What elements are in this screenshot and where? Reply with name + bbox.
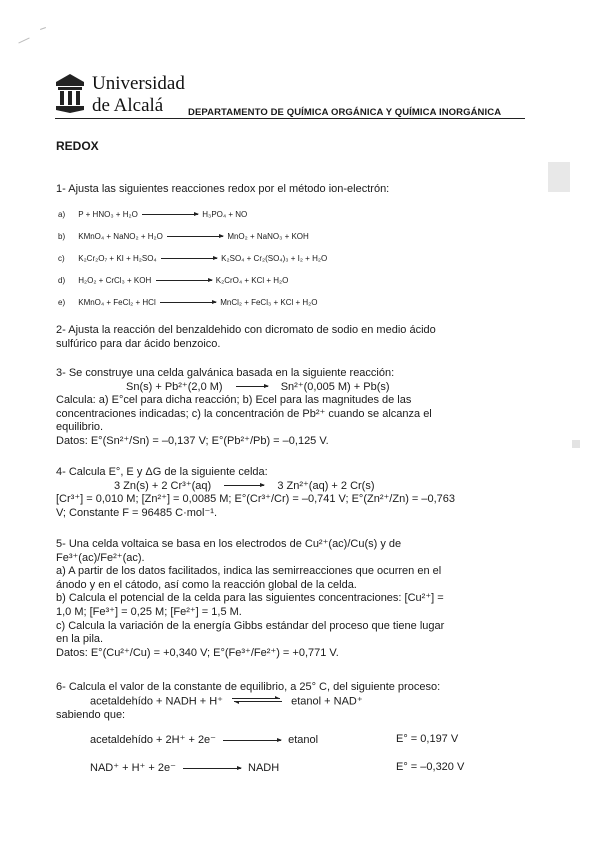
item-label: a) bbox=[58, 210, 66, 219]
arrow-icon bbox=[183, 768, 241, 769]
half-products: etanol bbox=[288, 734, 319, 746]
item-label: c) bbox=[58, 254, 65, 263]
equilibrium-arrow-icon bbox=[232, 695, 282, 709]
q4-line: 4- Calcula E°, E y ΔG de la siguiente celda: bbox=[56, 466, 268, 478]
arrow-icon bbox=[167, 236, 223, 237]
arrow-icon bbox=[160, 302, 216, 303]
list-item bbox=[58, 276, 528, 298]
item-products: MnO₂ + NaNO₃ + KOH bbox=[227, 232, 309, 241]
header-rule bbox=[55, 118, 525, 119]
reaction-reactants: Sn(s) + Pb²⁺(2,0 M) bbox=[126, 380, 223, 393]
q3-line: Calcula: a) E°cel para dicha reacción; b) Ecel para las magnitudes de las bbox=[56, 394, 412, 407]
q5-line: 5- Una celda voltaica se basa en los electrodos de Cu²⁺(ac)/Cu(s) y de bbox=[56, 538, 402, 550]
q6-half-reaction-1 bbox=[90, 733, 490, 746]
scan-mark bbox=[572, 440, 580, 448]
half-reactants: acetaldehído + 2H⁺ + 2e⁻ bbox=[90, 734, 216, 746]
item-reactants: KMnO₄ + NaNO₂ + H₂O bbox=[78, 232, 163, 241]
half-products: NADH bbox=[248, 762, 280, 774]
q5-line: en la pila. bbox=[56, 633, 104, 646]
q5-line: 1,0 M; [Fe³⁺] = 0,25 M; [Fe²⁺] = 1,5 M. bbox=[56, 605, 242, 618]
scan-mark bbox=[548, 162, 570, 192]
reaction-reactants: acetaldehído + NADH + H⁺ bbox=[90, 695, 223, 708]
list-item bbox=[58, 232, 528, 254]
arrow-icon bbox=[156, 280, 212, 281]
item-label: b) bbox=[58, 232, 66, 241]
arrow-icon bbox=[224, 485, 264, 486]
item-products: K₂CrO₄ + KCl + H₂O bbox=[215, 276, 289, 285]
arrow-icon bbox=[236, 386, 268, 387]
q3-line: Datos: E°(Sn²⁺/Sn) = –0,137 V; E°(Pb²⁺/Pb) = –0,125 V. bbox=[56, 434, 329, 447]
q5-line: b) Calcula el potencial de la celda para las siguientes concentraciones: [Cu²⁺] = bbox=[56, 592, 444, 605]
q3-line: equilibrio. bbox=[56, 421, 104, 434]
item-products: MnCl₂ + FeCl₃ + KCl + H₂O bbox=[220, 298, 318, 307]
university-name-line2: de Alcalá bbox=[92, 95, 164, 116]
q4-line: V; Constante F = 96485 C·mol⁻¹. bbox=[56, 506, 217, 519]
question-1-text: 1- Ajusta las siguientes reacciones redox por el método ion-electrón: bbox=[56, 183, 390, 195]
item-reactants: KMnO₄ + FeCl₂ + HCl bbox=[78, 298, 156, 307]
q5-line: c) Calcula la variación de la energía Gibbs estándar del proceso que tiene lugar bbox=[56, 619, 445, 632]
scan-mark bbox=[18, 38, 29, 44]
q5-line: Datos: E°(Cu²⁺/Cu) = +0,340 V; E°(Fe³⁺/Fe²⁺) = +0,771 V. bbox=[56, 646, 339, 659]
half-potential: E° = –0,320 V bbox=[396, 761, 465, 773]
q3-line: concentraciones indicadas; c) la concentración de Pb²⁺ cuando se alcanza el bbox=[56, 407, 432, 420]
q3-reaction bbox=[56, 381, 516, 395]
q6-line: 6- Calcula el valor de la constante de equilibrio, a 25° C, del siguiente proceso: bbox=[56, 681, 441, 693]
reaction-products: etanol + NAD⁺ bbox=[291, 695, 363, 708]
q5-line: ánodo y en el cátodo, así como la reacción global de la celda. bbox=[56, 578, 357, 591]
q3-line: 3- Se construye una celda galvánica basada en la siguiente reacción: bbox=[56, 367, 395, 379]
reaction-reactants: 3 Zn(s) + 2 Cr³⁺(aq) bbox=[114, 479, 212, 492]
arrow-icon bbox=[142, 214, 198, 215]
list-item bbox=[58, 298, 528, 320]
q1-list bbox=[58, 210, 528, 320]
list-item bbox=[58, 254, 528, 276]
department-name: DEPARTAMENTO DE QUÍMICA ORGÁNICA Y QUÍMICA INORGÁNICA bbox=[188, 107, 502, 118]
item-reactants: H₂O₂ + CrCl₃ + KOH bbox=[78, 276, 152, 285]
scan-mark bbox=[40, 27, 46, 30]
q6-reaction bbox=[56, 695, 516, 709]
q6-line: sabiendo que: bbox=[56, 708, 126, 721]
arrow-icon bbox=[161, 258, 217, 259]
question-2 bbox=[56, 324, 516, 351]
list-item bbox=[58, 210, 528, 232]
arrow-icon bbox=[223, 740, 281, 741]
q4-reaction bbox=[56, 480, 516, 494]
q5-line: a) A partir de los datos facilitados, indica las semirreacciones que ocurren en el bbox=[56, 565, 442, 578]
item-products: H₃PO₄ + NO bbox=[202, 210, 248, 219]
university-logo bbox=[52, 72, 88, 114]
question-6 bbox=[56, 681, 516, 722]
question-4 bbox=[56, 466, 516, 520]
half-reactants: NAD⁺ + H⁺ + 2e⁻ bbox=[90, 762, 176, 774]
university-name-line1: Universidad bbox=[92, 73, 185, 94]
item-reactants: P + HNO₃ + H₂O bbox=[78, 210, 138, 219]
q6-half-reaction-2 bbox=[90, 761, 490, 774]
item-label: d) bbox=[58, 276, 66, 285]
item-label: e) bbox=[58, 298, 66, 307]
item-products: K₂SO₄ + Cr₂(SO₄)₃ + I₂ + H₂O bbox=[221, 254, 328, 263]
q4-line: [Cr³⁺] = 0,010 M; [Zn²⁺] = 0,0085 M; E°(Cr³⁺/Cr) = –0,741 V; E°(Zn²⁺/Zn) = –0,763 bbox=[56, 493, 456, 506]
item-reactants: K₂Cr₂O₇ + KI + H₂SO₄ bbox=[78, 254, 157, 263]
question-5 bbox=[56, 538, 516, 660]
q2-line: sulfúrico para dar ácido benzoico. bbox=[56, 337, 221, 350]
reaction-products: 3 Zn²⁺(aq) + 2 Cr(s) bbox=[277, 479, 375, 492]
document-title: REDOX bbox=[56, 139, 99, 153]
reaction-products: Sn²⁺(0,005 M) + Pb(s) bbox=[280, 380, 390, 393]
q5-line: Fe³⁺(ac)/Fe²⁺(ac). bbox=[56, 551, 145, 564]
half-potential: E° = 0,197 V bbox=[396, 733, 459, 745]
question-3 bbox=[56, 367, 516, 449]
q2-line: 2- Ajusta la reacción del benzaldehido con dicromato de sodio en medio ácido bbox=[56, 324, 436, 336]
